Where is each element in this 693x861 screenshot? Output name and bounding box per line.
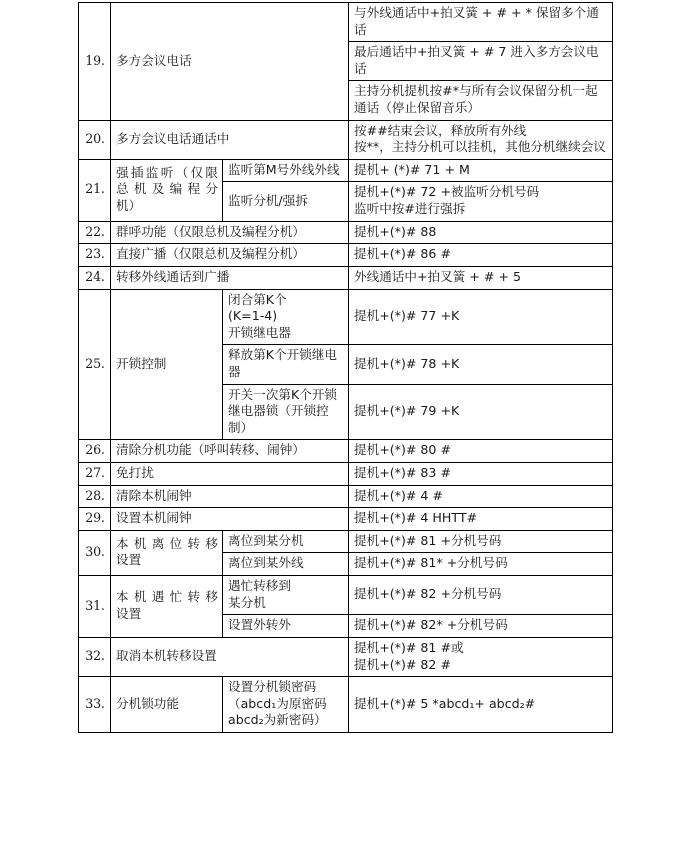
sub-item-name: 离位到某外线	[223, 553, 349, 576]
row-number: 33.	[79, 677, 111, 733]
function-name	[111, 159, 223, 221]
function-code-table	[78, 2, 613, 733]
operation-code: 提机+(*)# 4 #	[349, 485, 613, 508]
sub-item-line: 闭合第K个	[228, 291, 287, 307]
sub-item-line: 开锁继电器	[228, 324, 291, 340]
operation-code: 提机+(*)# 78 +K	[349, 345, 613, 384]
sub-item-name: 离位到某分机	[223, 530, 349, 553]
row-number: 29.	[79, 508, 111, 531]
table-row	[79, 3, 613, 42]
operation-code: 与外线通话中+拍叉簧 + # + * 保留多个通话	[349, 3, 613, 42]
function-name: 转移外线通话到广播	[111, 266, 349, 289]
sub-item-name	[223, 289, 349, 345]
operation-code-line: 按##结束会议，释放所有外线	[354, 122, 527, 138]
sub-item-line: (K=1-4)	[228, 308, 278, 324]
operation-code: 提机+(*)# 83 #	[349, 463, 613, 486]
function-name-line: 设置	[116, 605, 142, 621]
function-name: 免打扰	[111, 463, 349, 486]
row-number: 21.	[79, 159, 111, 221]
table-row	[79, 440, 613, 463]
function-name: 多方会议电话通话中	[111, 120, 349, 159]
function-name: 取消本机转移设置	[111, 637, 349, 676]
operation-code: 提机+(*)# 77 +K	[349, 289, 613, 345]
operation-code	[349, 120, 613, 159]
row-number: 19.	[79, 3, 111, 121]
row-number: 31.	[79, 576, 111, 638]
operation-code: 提机+(*)# 81* +分机号码	[349, 553, 613, 576]
function-name: 开锁控制	[111, 289, 223, 440]
operation-code-line: 监听中按#进行强拆	[354, 201, 466, 217]
sub-item-name: 监听分机/强拆	[223, 182, 349, 221]
function-name: 清除分机功能（呼叫转移、闹钟）	[111, 440, 349, 463]
row-number: 25.	[79, 289, 111, 440]
operation-code: 提机+(*)# 5 *abcd₁+ abcd₂#	[349, 677, 613, 733]
row-number: 32.	[79, 637, 111, 676]
function-name-line: 机）	[116, 198, 142, 214]
table-row	[79, 289, 613, 345]
function-name	[111, 576, 223, 638]
operation-code: 提机+(*)# 82* +分机号码	[349, 615, 613, 638]
table-row	[79, 266, 613, 289]
function-name: 设置本机闹钟	[111, 508, 349, 531]
table-row	[79, 159, 613, 182]
table-row	[79, 637, 613, 676]
operation-code: 提机+(*)# 86 #	[349, 244, 613, 267]
operation-code: 提机+ (*)# 71 + M	[349, 159, 613, 182]
function-name: 清除本机闹钟	[111, 485, 349, 508]
table-row	[79, 530, 613, 553]
table-row	[79, 508, 613, 531]
operation-code	[349, 637, 613, 676]
sub-item-name: 释放第K个开锁继电器	[223, 345, 349, 384]
function-name-line: 总机及编程分	[116, 181, 218, 197]
sub-item-name: 监听第M号外线外线	[223, 159, 349, 182]
sub-item-name	[223, 576, 349, 615]
function-name	[111, 530, 223, 575]
row-number: 30.	[79, 530, 111, 575]
operation-code-line: 提机+(*)# 81 #或	[354, 639, 464, 655]
function-name-line: 本机遇忙转移	[116, 589, 218, 605]
function-name-line: 本机离位转移	[116, 535, 218, 551]
operation-code: 提机+(*)# 82 +分机号码	[349, 576, 613, 615]
table-row	[79, 244, 613, 267]
row-number: 23.	[79, 244, 111, 267]
sub-item-name: 设置外转外	[223, 615, 349, 638]
function-name: 分机锁功能	[111, 677, 223, 733]
table-row	[79, 485, 613, 508]
operation-code-line: 提机+(*)# 82 #	[354, 656, 451, 672]
table-row	[79, 463, 613, 486]
row-number: 24.	[79, 266, 111, 289]
operation-code: 提机+(*)# 79 +K	[349, 384, 613, 440]
function-name: 群呼功能（仅限总机及编程分机）	[111, 221, 349, 244]
operation-code: 提机+(*)# 81 +分机号码	[349, 530, 613, 553]
operation-code-line: 提机+(*)# 72 +被监听分机号码	[354, 184, 540, 200]
table-row	[79, 120, 613, 159]
row-number: 22.	[79, 221, 111, 244]
operation-code: 主持分机提机按#*与所有会议保留分机一起通话（停止保留音乐）	[349, 81, 613, 120]
sub-item-line: 遇忙转移到	[228, 578, 291, 594]
sub-item-name: 设置分机锁密码（abcd₁为原密码abcd₂为新密码）	[223, 677, 349, 733]
function-name-line: 强插监听（仅限	[116, 164, 218, 180]
sub-item-name: 开关一次第K个开锁继电器锁（开锁控制）	[223, 384, 349, 440]
table-row	[79, 576, 613, 615]
table-body	[79, 3, 613, 733]
operation-code: 最后通话中+拍叉簧 + # 7 进入多方会议电话	[349, 42, 613, 81]
function-name: 多方会议电话	[111, 3, 349, 121]
sub-item-line: 某分机	[228, 594, 266, 610]
row-number: 26.	[79, 440, 111, 463]
row-number: 28.	[79, 485, 111, 508]
operation-code: 提机+(*)# 80 #	[349, 440, 613, 463]
operation-code: 外线通话中+拍叉簧 + # + 5	[349, 266, 613, 289]
operation-code: 提机+(*)# 88	[349, 221, 613, 244]
operation-code-line: 按**，主持分机可以挂机，其他分机继续会议	[354, 139, 606, 155]
table-row	[79, 677, 613, 733]
function-name-line: 设置	[116, 552, 142, 568]
operation-code: 提机+(*)# 4 HHTT#	[349, 508, 613, 531]
table-row	[79, 221, 613, 244]
function-name: 直接广播（仅限总机及编程分机）	[111, 244, 349, 267]
operation-code	[349, 182, 613, 221]
row-number: 27.	[79, 463, 111, 486]
row-number: 20.	[79, 120, 111, 159]
